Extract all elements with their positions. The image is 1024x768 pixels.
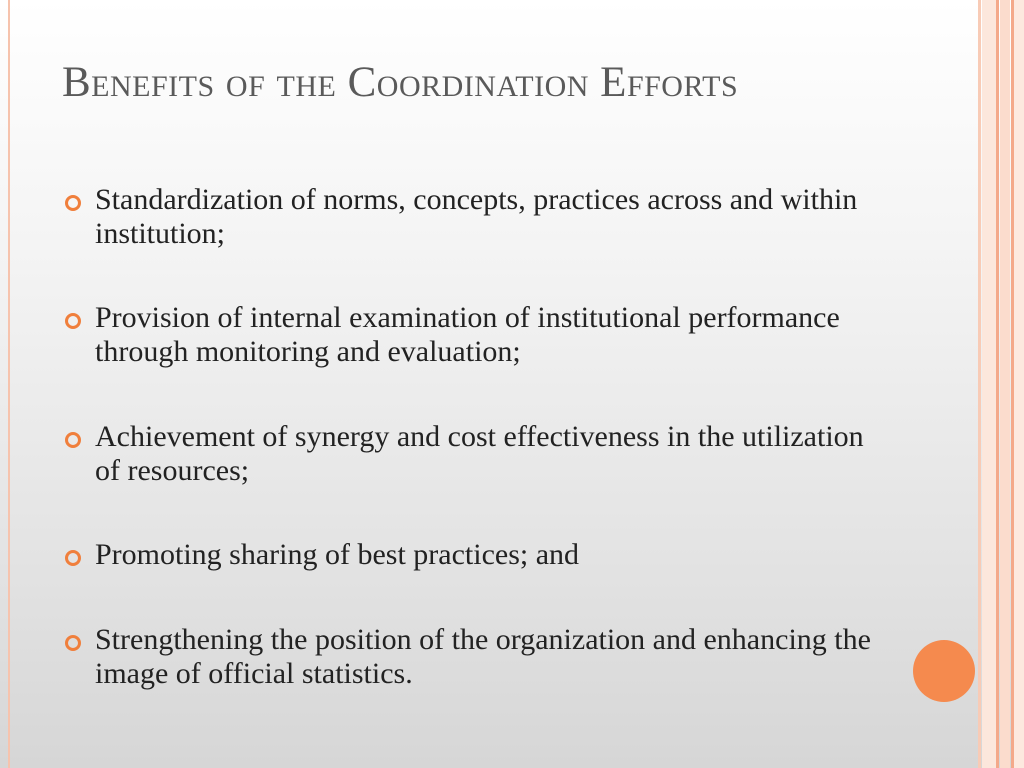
slide-title: Benefits of the Coordination Efforts [62, 59, 739, 106]
ring-bullet-icon [65, 432, 81, 448]
ring-bullet-icon [65, 195, 81, 211]
ring-bullet-icon [65, 313, 81, 329]
bullet-text: Provision of internal examination of institutional performance through monitoring and evaluation; [95, 301, 840, 368]
stripe [1014, 0, 1024, 768]
bullet-text: Strengthening the position of the organization and enhancing the image of official statistics. [95, 623, 871, 690]
ring-bullet-icon [65, 550, 81, 566]
bullet-text: Achievement of synergy and cost effectiveness in the utilization of resources; [95, 420, 864, 487]
bullet-item [62, 301, 882, 369]
bullet-text: Standardization of norms, concepts, practices across and within institution; [95, 183, 858, 250]
bullet-text: Promoting sharing of best practices; and [95, 538, 580, 571]
right-decorative-stripes [978, 0, 1024, 768]
bullet-item [62, 623, 882, 691]
ring-bullet-icon [65, 635, 81, 651]
stripe [1000, 0, 1010, 768]
left-border-line [8, 0, 10, 768]
stripe [978, 0, 981, 768]
stripe [982, 0, 996, 768]
orange-circle-icon [913, 640, 975, 702]
stripe [996, 0, 999, 768]
bullet-item [62, 183, 882, 251]
bullet-item [62, 538, 882, 572]
bullet-item [62, 420, 882, 488]
